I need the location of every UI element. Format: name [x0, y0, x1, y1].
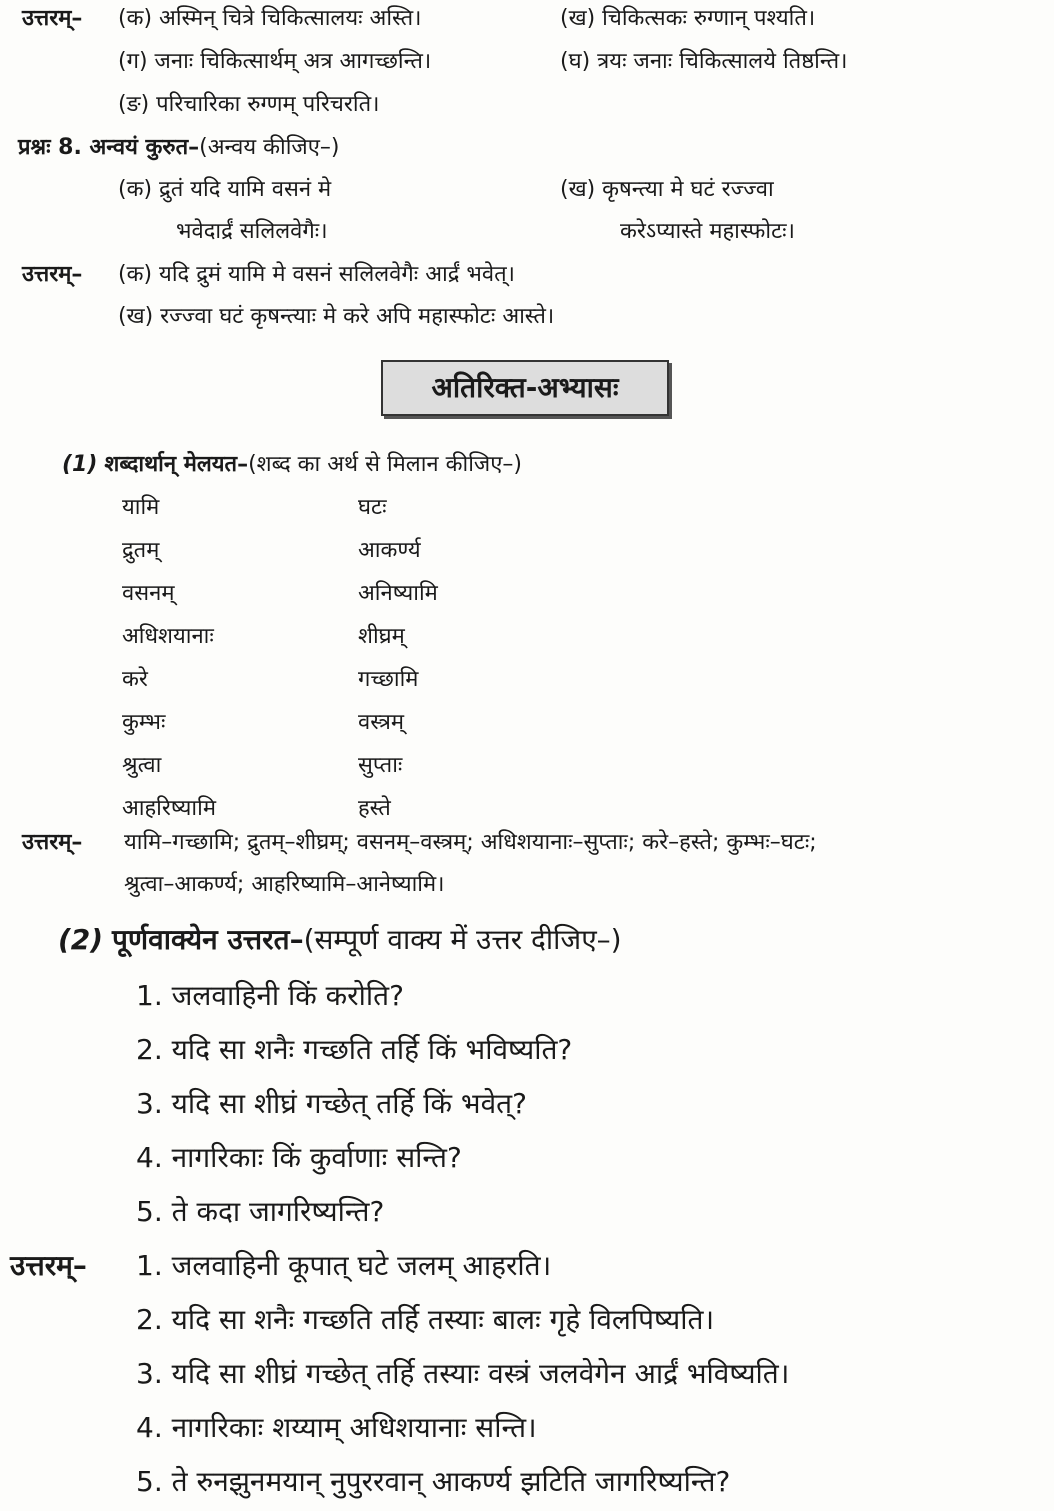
verse-ka-line1: (क) द्रुतं यदि यामि वसनं मे [118, 177, 332, 202]
exercise-instruction: (सम्पूर्ण वाक्य में उत्तर दीजिए–) [303, 923, 622, 956]
match-word: आहरिष्यामि [122, 796, 216, 821]
match-meaning: हस्ते [358, 796, 391, 821]
question-item: 2. यदि सा शनैः गच्छति तर्हि किं भविष्यति? [136, 1033, 573, 1066]
answer-item: 1. जलवाहिनी कूपात् घटे जलम् आहरति। [136, 1249, 552, 1282]
answer-gha: (घ) त्रयः जनाः चिकित्सालये तिष्ठन्ति। [560, 49, 848, 74]
match-meaning: आकर्ण्य [358, 538, 421, 563]
answer-item: 2. यदि सा शनैः गच्छति तर्हि तस्याः बालः गृहे विलपिष्यति। [136, 1303, 715, 1336]
answer-label: उत्तरम्– [22, 6, 83, 31]
answer-label: उत्तरम्– [22, 830, 83, 855]
answer-ga: (ग) जनाः चिकित्सार्थम् अत्र आगच्छन्ति। [118, 49, 432, 74]
answer-label: उत्तरम्– [22, 262, 83, 287]
verse-kha-line1: (ख) कृषन्त्या मे घटं रज्ज्वा [560, 177, 774, 202]
match-word: श्रुत्वा [122, 753, 162, 778]
question-item: 1. जलवाहिनी किं करोति? [136, 979, 404, 1012]
answer-label: उत्तरम्– [10, 1249, 87, 1282]
exercise-label: पूर्णवाक्येन उत्तरत– [111, 923, 304, 956]
question-8-instruction: (अन्वय कीजिए–) [199, 135, 340, 160]
exercise-number: (1) [62, 452, 98, 477]
match-word: अधिशयानाः [122, 624, 214, 649]
question-item: 4. नागरिकाः किं कुर्वाणाः सन्ति? [136, 1141, 462, 1174]
match-meaning: अनिष्यामि [358, 581, 438, 606]
match-word: करे [122, 667, 148, 692]
match-meaning: वस्त्रम् [358, 710, 405, 735]
answer-item: 5. ते रुनझुनमयान् नुपुररवान् आकर्ण्य झटिति जागरिष्यन्ति? [136, 1465, 731, 1498]
match-word: कुम्भः [122, 710, 166, 735]
answer-nga: (ङ) परिचारिका रुग्णम् परिचरति। [118, 92, 380, 117]
match-answer-line1: यामि–गच्छामि; द्रुतम्–शीघ्रम्; वसनम्–वस्त्रम्; अधिशयानाः–सुप्ताः; करे–हस्ते; कुम्भः–घटः; [124, 830, 817, 855]
exercise-number: (2) [58, 923, 104, 956]
anvaya-ka: (क) यदि द्रुमं यामि मे वसनं सलिलवेगैः आर्द्रं भवेत्। [118, 262, 515, 287]
match-meaning: गच्छामि [358, 667, 419, 692]
answer-item: 3. यदि सा शीघ्रं गच्छेत् तर्हि तस्याः वस्त्रं जलवेगेन आर्द्रं भविष्यति। [136, 1357, 790, 1390]
match-word: वसनम् [122, 581, 175, 606]
answer-item: 4. नागरिकाः शय्याम् अधिशयानाः सन्ति। [136, 1411, 537, 1444]
answer-kha: (ख) चिकित्सकः रुग्णान् पश्यति। [560, 6, 816, 31]
match-meaning: सुप्ताः [358, 753, 403, 778]
question-item: 5. ते कदा जागरिष्यन्ति? [136, 1195, 385, 1228]
match-meaning: शीघ्रम् [358, 624, 405, 649]
match-word: यामि [122, 495, 160, 520]
exercise-label: शब्दार्थान् मेलयत– [104, 452, 249, 477]
verse-kha-line2: करेऽप्यास्ते महास्फोटः। [620, 219, 795, 244]
verse-ka-line2: भवेदार्द्रं सलिलवेगैः। [176, 219, 328, 244]
match-meaning: घटः [358, 495, 387, 520]
exercise-2-heading [58, 920, 622, 960]
question-8 [18, 133, 339, 163]
answer-ka: (क) अस्मिन् चित्रे चिकित्सालयः अस्ति। [118, 6, 422, 31]
question-8-label: प्रश्नः 8. अन्वयं कुरुत– [18, 135, 200, 160]
exercise-1-heading [62, 450, 522, 480]
exercise-instruction: (शब्द का अर्थ से मिलान कीजिए–) [248, 452, 522, 477]
match-word: द्रुतम् [122, 538, 160, 563]
match-answer-line2: श्रुत्वा–आकर्ण्य; आहरिष्यामि–आनेष्यामि। [124, 872, 445, 897]
section-heading: अतिरिक्त-अभ्यासः [381, 360, 669, 416]
anvaya-kha: (ख) रज्ज्वा घटं कृषन्त्याः मे करे अपि महास्फोटः आस्ते। [118, 304, 555, 329]
question-item: 3. यदि सा शीघ्रं गच्छेत् तर्हि किं भवेत्? [136, 1087, 527, 1120]
